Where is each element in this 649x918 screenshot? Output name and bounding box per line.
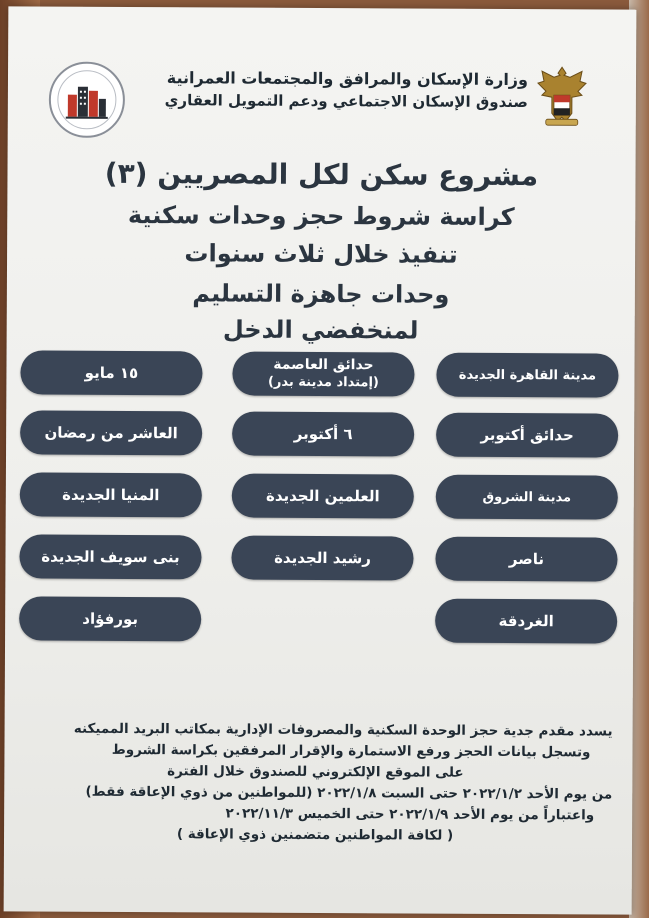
city-pill: ٦ أكتوبر bbox=[232, 412, 414, 457]
ministry-line2: صندوق الإسكان الاجتماعي ودعم التمويل العقاري bbox=[164, 91, 528, 112]
note-line: واعتباراً من يوم الأحد ٢٠٢٢/١/٩ حتى الخميس ٢٠٢٢/١١/٣ bbox=[225, 805, 595, 824]
city-pill: مدينة القاهرة الجديدة bbox=[436, 353, 618, 398]
city-pill-line2: (إمتداد مدينة بدر) bbox=[267, 374, 379, 391]
city-pill: بورفؤاد bbox=[19, 596, 201, 641]
city-pill: بنى سويف الجديدة bbox=[19, 534, 201, 579]
subtitle-booking-terms: كراسة شروط حجز وحدات سكنية bbox=[127, 200, 515, 232]
city-pill: ناصر bbox=[435, 537, 617, 582]
booking-notes bbox=[18, 718, 613, 847]
city-pill: المنيا الجديدة bbox=[20, 472, 202, 517]
city-pill: رشيد الجديدة bbox=[231, 536, 413, 581]
city-pill: مدينة الشروق bbox=[436, 475, 618, 520]
note-line: ( لكافة المواطنين متضمنين ذوي الإعاقة ) bbox=[176, 826, 454, 844]
brochure-page bbox=[4, 6, 637, 914]
ministry-line1: وزارة الإسكان والمرافق والمجتمعات العمرانية bbox=[166, 68, 529, 90]
ministry-name bbox=[165, 67, 528, 113]
note-line: من يوم الأحد ٢٠٢٢/١/٢ حتى السبت ٢٠٢٢/١/٨ (للمواطنين من ذوي الإعاقة فقط) bbox=[85, 783, 613, 803]
project-title: مشروع سكن لكل المصريين (٣) bbox=[104, 156, 539, 193]
header bbox=[8, 58, 636, 151]
note-line: وتسجل بيانات الحجز ورفع الاستمارة والإقرار المرفقين بكراسة الشروط bbox=[111, 741, 591, 761]
city-pill: حدائق أكتوبر bbox=[436, 413, 618, 458]
city-pill: الغردقة bbox=[435, 599, 617, 644]
housing-fund-logo-icon bbox=[48, 61, 126, 139]
subtitle-three-years: تنفيذ خلال ثلاث سنوات bbox=[184, 239, 458, 269]
city-pill: العلمين الجديدة bbox=[232, 474, 414, 519]
city-pill: العاشر من رمضان bbox=[20, 410, 202, 455]
city-pill: ١٥ مايو bbox=[20, 350, 202, 395]
city-pill-line1: حدائق العاصمة bbox=[273, 356, 374, 374]
eagle-emblem-icon bbox=[536, 61, 588, 131]
subtitle-ready-units: وحدات جاهزة التسليم bbox=[192, 279, 450, 309]
note-line: يسدد مقدم جدية حجز الوحدة السكنية والمصروفات الإدارية بمكاتب البريد المميكنه bbox=[73, 720, 613, 740]
city-pill bbox=[232, 352, 414, 397]
note-line: على الموقع الإلكتروني للصندوق خلال الفترة bbox=[167, 763, 464, 781]
subtitle-low-income: لمنخفضي الدخل bbox=[222, 315, 419, 345]
